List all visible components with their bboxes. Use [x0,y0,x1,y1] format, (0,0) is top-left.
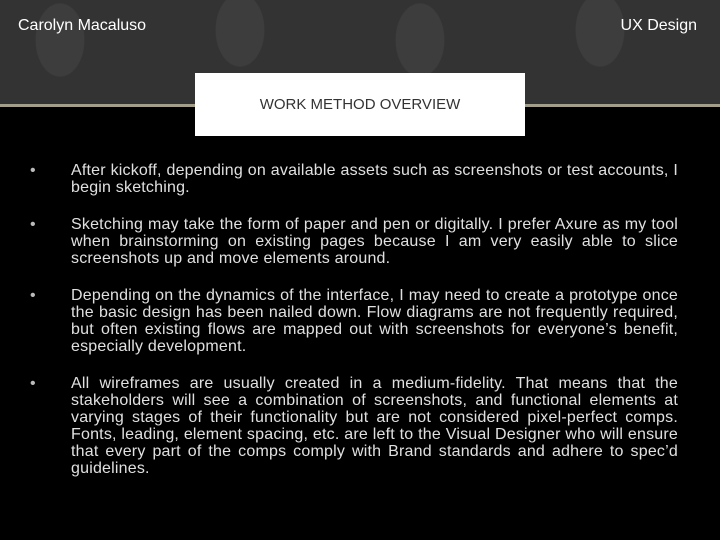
bullet-text: All wireframes are usually created in a medium-fidelity. That means that the stakeholders will see a combination of screenshots, and functional elements at varying stages of their functionality but are not considered pixel-perfect comps. Fonts, leading, element spacing, etc. are left to the Visual Designer who will ensure that every part of the comps comply with Brand standards and adhere to spec’d guidelines. [71,375,678,477]
bullet-icon: • [30,287,36,304]
slide-title: WORK METHOD OVERVIEW [259,96,461,113]
bullet-item [30,162,678,196]
bullet-item [30,216,678,267]
bullet-list [30,162,678,497]
topic-label: UX Design [620,17,697,34]
bullet-text: Depending on the dynamics of the interface, I may need to create a prototype once the basic design has been nailed down. Flow diagrams are not frequently required, but often existing flows are mapped out with screenshots for everyone’s benefit, especially development. [71,287,678,355]
bullet-icon: • [30,216,36,233]
title-box [195,73,525,136]
bullet-item [30,375,678,477]
bullet-text: After kickoff, depending on available assets such as screenshots or test accounts, I begin sketching. [71,162,678,196]
bullet-icon: • [30,162,36,179]
author-name: Carolyn Macaluso [18,17,147,34]
bullet-icon: • [30,375,36,392]
bullet-text: Sketching may take the form of paper and pen or digitally. I prefer Axure as my tool when brainstorming on existing pages because I am very easily able to slice screenshots up and move elements around. [71,216,678,267]
bullet-item [30,287,678,355]
